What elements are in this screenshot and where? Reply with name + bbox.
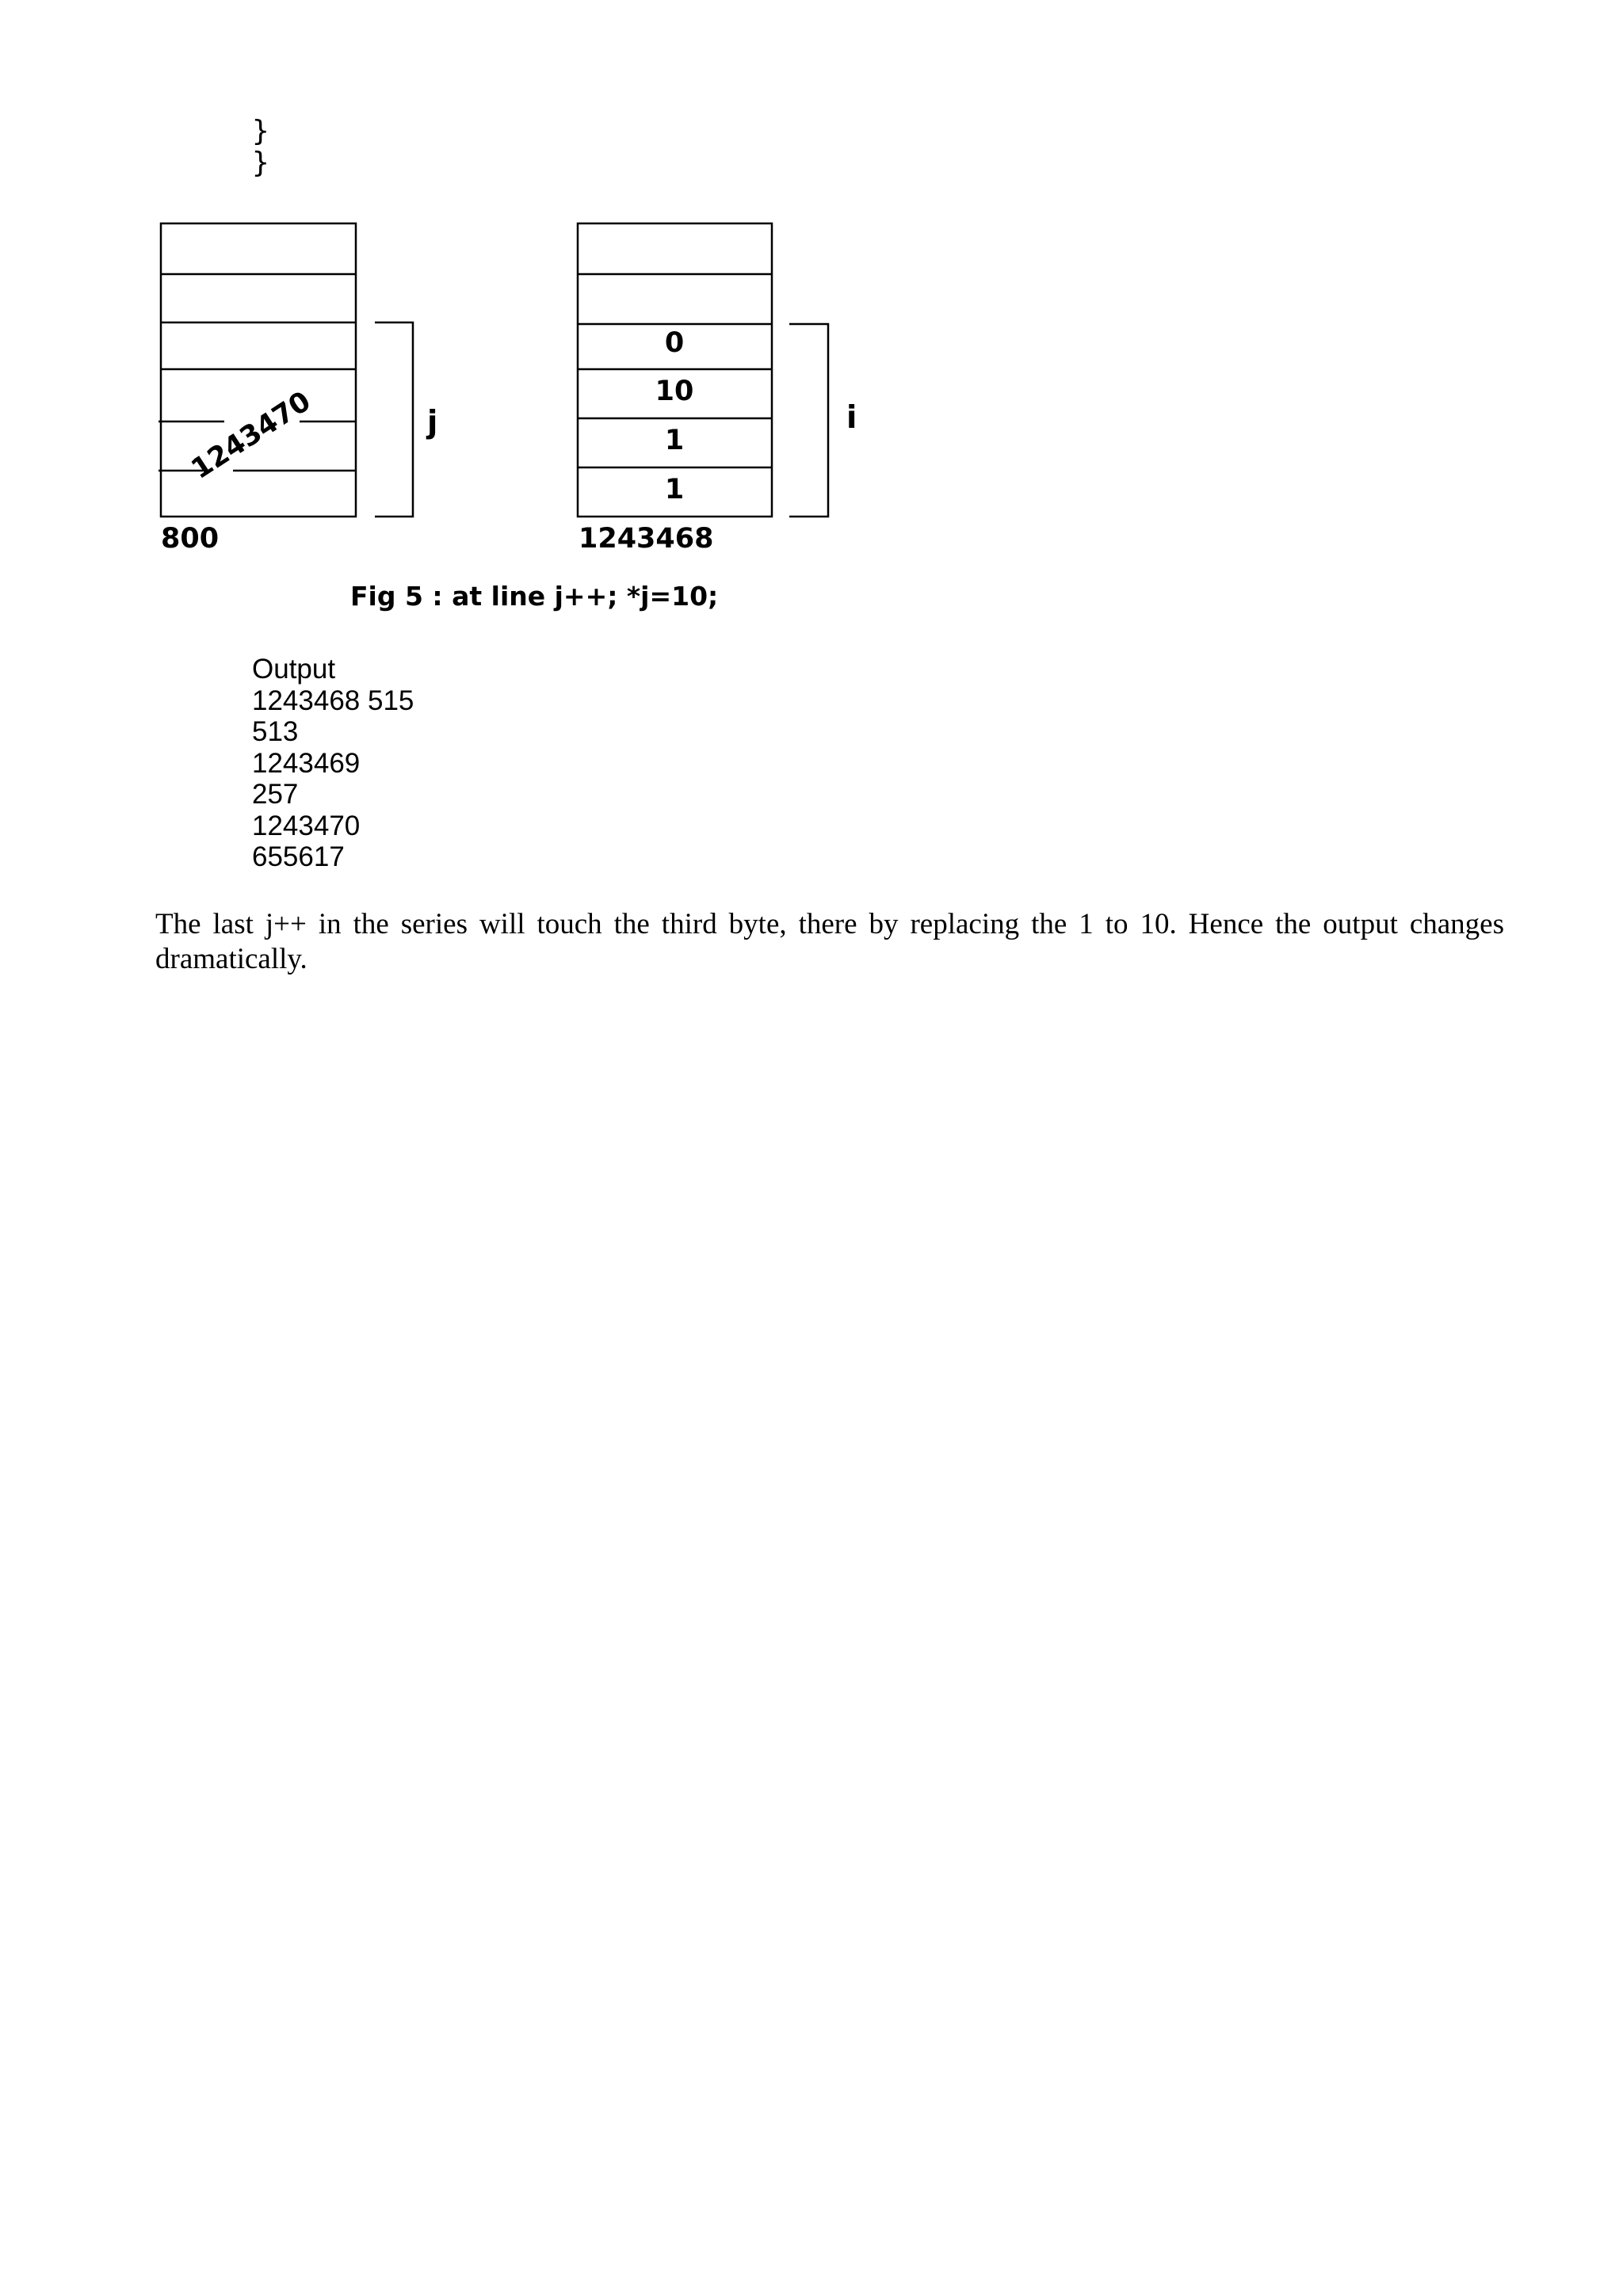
figure-caption: Fig 5 : at line j++; *j=10; [350, 581, 719, 612]
output-line: 1243468 515 [252, 685, 414, 716]
pointer-value-label: 1243470 [185, 385, 317, 486]
output-line: 655617 [252, 841, 345, 872]
right-stack-address: 1243468 [579, 523, 714, 555]
memory-diagram [0, 0, 1623, 634]
bracket-j [375, 322, 413, 517]
output-line: 257 [252, 779, 299, 810]
right-stack-cell-3: 0 [664, 327, 685, 359]
output-line: 513 [252, 716, 299, 747]
output-line: 1243469 [252, 747, 361, 779]
right-stack-cell-4: 10 [655, 376, 694, 407]
output-line: 1243470 [252, 810, 361, 841]
code-closing-brace-2: } [252, 147, 269, 179]
bracket-i-label: i [846, 400, 857, 436]
bracket-j-label: j [427, 405, 438, 441]
explanation-paragraph: The last j++ in the series will touch the third byte, there by replacing the 1 to 10. Hence the output changes dramatically. [155, 908, 1504, 975]
right-stack-cell-5: 1 [664, 425, 685, 456]
left-stack-address: 800 [161, 523, 220, 555]
output-heading: Output [252, 654, 336, 685]
right-stack-cell-6: 1 [664, 474, 685, 505]
code-closing-brace-1: } [252, 115, 269, 147]
bracket-i [789, 324, 828, 517]
program-output [252, 654, 414, 873]
